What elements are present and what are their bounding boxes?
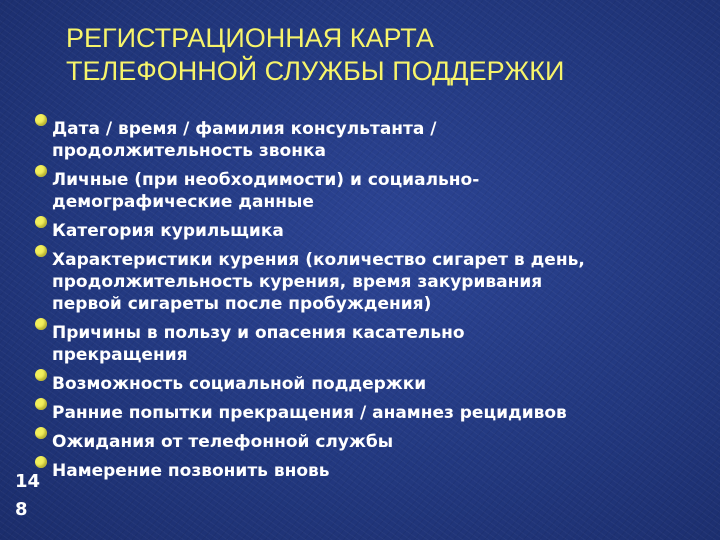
bullet-text: Ожидания от телефонной службы [52,432,394,452]
bullet-text: продолжительность звонка [52,141,326,161]
bullet-dot-icon [35,216,47,228]
bullet-dot-icon [35,398,47,410]
page-number-bottom: 8 [15,499,28,520]
bullet-text: продолжительность курения, время закуривания [52,272,543,292]
bullet-item-8 [52,431,712,453]
bullet-text: Личные (при необходимости) и социально- [52,170,480,190]
bullet-text: Категория курильщика [52,221,284,241]
bullet-text: Намерение позвонить вновь [52,461,330,481]
bullet-text: первой сигареты после пробуждения) [52,294,432,314]
bullet-item-7 [52,402,712,424]
bullet-text: Причины в пользу и опасения касательно [52,323,465,343]
bullet-text: Ранние попытки прекращения / анамнез рецидивов [52,403,567,423]
bullet-text: демографические данные [52,192,314,212]
bullet-item-6 [52,373,712,395]
bullet-item-2 [52,169,712,213]
bullet-text: Характеристики курения (количество сигарет в день, [52,250,585,270]
bullet-dot-icon [35,318,47,330]
bullet-dot-icon [35,245,47,257]
bullet-dot-icon [35,427,47,439]
bullet-item-4 [52,249,712,315]
slide-title [66,22,686,88]
bullet-dot-icon [35,165,47,177]
bullet-item-3 [52,220,712,242]
bullet-item-5 [52,322,712,366]
slide-title-line-2: ТЕЛЕФОННОЙ СЛУЖБЫ ПОДДЕРЖКИ [66,56,565,86]
bullet-dot-icon [35,456,47,468]
bullet-text: прекращения [52,345,188,365]
bullet-dot-icon [35,369,47,381]
bullet-dot-icon [35,114,47,126]
slide-title-line-1: РЕГИСТРАЦИОННАЯ КАРТА [66,23,434,53]
bullet-item-1 [52,118,712,162]
bullet-item-9 [52,460,712,482]
page-number-top: 14 [15,471,41,492]
bullet-text: Дата / время / фамилия консультанта / [52,119,437,139]
bullet-list [52,118,712,489]
bullet-text: Возможность социальной поддержки [52,374,427,394]
